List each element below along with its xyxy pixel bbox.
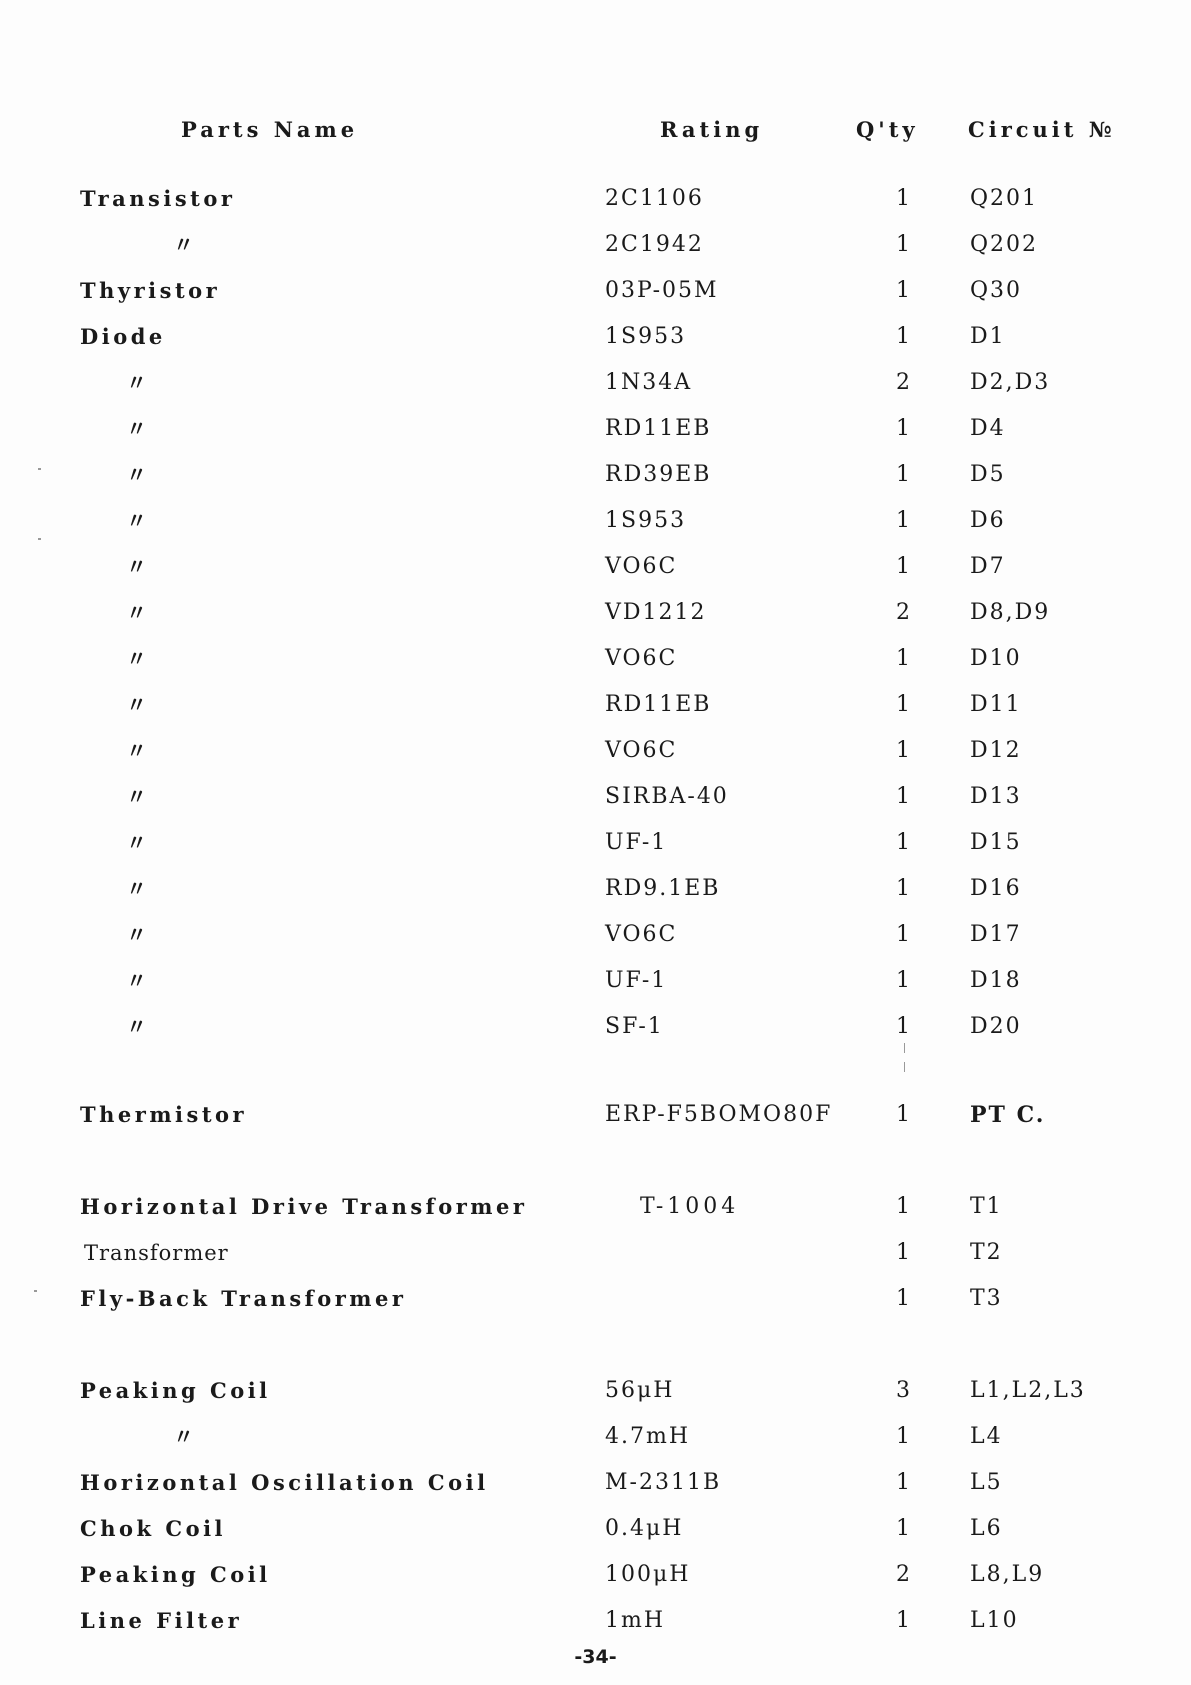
table-row <box>0 1374 1191 1408</box>
part-circuit: L1,L2,L3 <box>970 1378 1086 1403</box>
table-row <box>0 1010 1191 1044</box>
table-row <box>0 826 1191 860</box>
part-circuit: L5 <box>970 1470 1003 1495</box>
part-rating: VO6C <box>605 738 678 763</box>
ditto-mark: 〃 <box>126 830 151 855</box>
part-qty: 1 <box>896 692 910 717</box>
part-qty: 1 <box>896 968 910 993</box>
part-name: Diode <box>80 324 166 349</box>
part-qty: 1 <box>896 508 910 533</box>
part-circuit: L10 <box>970 1608 1019 1633</box>
scan-speck <box>904 1043 905 1053</box>
table-row <box>0 1466 1191 1500</box>
part-rating: RD9.1EB <box>605 876 721 901</box>
part-qty: 1 <box>896 830 910 855</box>
table-row <box>0 642 1191 676</box>
part-qty: 1 <box>896 1424 910 1449</box>
scan-speck <box>38 468 41 470</box>
part-circuit: D8,D9 <box>970 600 1051 625</box>
part-rating: 100μH <box>605 1562 691 1587</box>
part-qty: 1 <box>896 1240 910 1265</box>
table-row <box>0 596 1191 630</box>
part-circuit: D13 <box>970 784 1022 809</box>
part-qty: 2 <box>896 370 910 395</box>
table-row <box>0 274 1191 308</box>
table-row <box>0 1558 1191 1592</box>
part-circuit: D18 <box>970 968 1022 993</box>
table-row <box>0 228 1191 262</box>
part-name: Thermistor <box>80 1102 248 1127</box>
part-qty: 1 <box>896 1470 910 1495</box>
part-rating: SF-1 <box>605 1014 664 1039</box>
part-circuit: D16 <box>970 876 1022 901</box>
table-row <box>0 412 1191 446</box>
part-qty: 1 <box>896 876 910 901</box>
table-row <box>0 550 1191 584</box>
part-rating: 1S953 <box>605 508 687 533</box>
part-rating: 03P-05M <box>605 278 719 303</box>
ditto-mark: 〃 <box>126 416 151 441</box>
part-rating: UF-1 <box>605 830 668 855</box>
part-rating: T-1004 <box>640 1194 740 1219</box>
ditto-mark: 〃 <box>126 646 151 671</box>
part-circuit: D10 <box>970 646 1022 671</box>
part-qty: 1 <box>896 738 910 763</box>
part-circuit: D15 <box>970 830 1022 855</box>
part-circuit: D5 <box>970 462 1006 487</box>
table-row <box>0 734 1191 768</box>
part-rating: M-2311B <box>605 1470 722 1495</box>
part-qty: 2 <box>896 600 910 625</box>
scan-speck <box>34 1290 37 1292</box>
table-row <box>0 320 1191 354</box>
part-rating: RD11EB <box>605 692 712 717</box>
part-qty: 1 <box>896 554 910 579</box>
ditto-mark: 〃 <box>173 1424 198 1449</box>
table-row <box>0 1420 1191 1454</box>
part-circuit: D6 <box>970 508 1006 533</box>
part-circuit: T3 <box>970 1286 1003 1311</box>
part-circuit: Q202 <box>970 232 1039 257</box>
ditto-mark: 〃 <box>126 692 151 717</box>
part-circuit: Q30 <box>970 278 1023 303</box>
table-row <box>0 458 1191 492</box>
scan-speck <box>38 538 41 540</box>
ditto-mark: 〃 <box>126 876 151 901</box>
part-name: Thyristor <box>80 278 221 303</box>
header-rating: Rating <box>660 117 764 142</box>
part-qty: 1 <box>896 1516 910 1541</box>
part-rating: 56μH <box>605 1378 675 1403</box>
part-rating: 1S953 <box>605 324 687 349</box>
ditto-mark: 〃 <box>126 922 151 947</box>
ditto-mark: 〃 <box>126 1014 151 1039</box>
ditto-mark: 〃 <box>126 968 151 993</box>
ditto-mark: 〃 <box>126 784 151 809</box>
part-circuit: L8,L9 <box>970 1562 1045 1587</box>
part-rating: VO6C <box>605 922 678 947</box>
part-qty: 1 <box>896 1286 910 1311</box>
ditto-mark: 〃 <box>126 738 151 763</box>
part-circuit: T1 <box>970 1194 1003 1219</box>
table-row <box>0 918 1191 952</box>
part-circuit: D7 <box>970 554 1006 579</box>
part-name: Transformer <box>84 1241 229 1265</box>
part-rating: UF-1 <box>605 968 668 993</box>
table-row <box>0 182 1191 216</box>
part-qty: 3 <box>896 1378 910 1403</box>
page-number: -34- <box>574 1646 617 1668</box>
part-circuit: PT C. <box>970 1102 1046 1128</box>
part-circuit: D20 <box>970 1014 1022 1039</box>
part-qty: 1 <box>896 646 910 671</box>
part-qty: 1 <box>896 1014 910 1039</box>
part-rating: ERP-F5BOMO80F <box>605 1102 833 1127</box>
ditto-mark: 〃 <box>126 554 151 579</box>
part-qty: 1 <box>896 784 910 809</box>
ditto-mark: 〃 <box>126 462 151 487</box>
header-qty: Q'ty <box>856 117 919 142</box>
part-rating: VO6C <box>605 554 678 579</box>
part-qty: 1 <box>896 324 910 349</box>
part-rating: SIRBA-40 <box>605 784 729 809</box>
part-qty: 1 <box>896 416 910 441</box>
ditto-mark: 〃 <box>126 370 151 395</box>
part-qty: 1 <box>896 922 910 947</box>
table-row <box>0 1512 1191 1546</box>
table-row <box>0 504 1191 538</box>
part-qty: 1 <box>896 278 910 303</box>
part-rating: RD39EB <box>605 462 712 487</box>
part-qty: 1 <box>896 186 910 211</box>
table-row <box>0 964 1191 998</box>
part-name: Chok Coil <box>80 1516 227 1541</box>
ditto-mark: 〃 <box>126 600 151 625</box>
part-circuit: T2 <box>970 1240 1003 1265</box>
part-qty: 1 <box>896 462 910 487</box>
part-name: Fly-Back Transformer <box>80 1286 407 1311</box>
part-name: Peaking Coil <box>80 1562 271 1587</box>
part-rating: 2C1942 <box>605 232 704 257</box>
part-name: Horizontal Oscillation Coil <box>80 1470 489 1495</box>
part-circuit: D12 <box>970 738 1022 763</box>
scan-speck <box>904 1062 905 1072</box>
part-name: Horizontal Drive Transformer <box>80 1194 528 1219</box>
table-row <box>0 366 1191 400</box>
part-qty: 1 <box>896 232 910 257</box>
header-circuit: Circuit № <box>968 117 1116 142</box>
part-rating: RD11EB <box>605 416 712 441</box>
ditto-mark: 〃 <box>126 508 151 533</box>
part-qty: 2 <box>896 1562 910 1587</box>
table-row <box>0 872 1191 906</box>
part-rating: VO6C <box>605 646 678 671</box>
table-row <box>0 1098 1191 1132</box>
part-name: Peaking Coil <box>80 1378 271 1403</box>
table-row <box>0 1282 1191 1316</box>
header-parts-name: Parts Name <box>181 117 359 142</box>
part-name: Line Filter <box>80 1608 243 1633</box>
part-qty: 1 <box>896 1102 910 1127</box>
part-rating: 1N34A <box>605 370 693 395</box>
part-circuit: L4 <box>970 1424 1003 1449</box>
ditto-mark: 〃 <box>173 232 198 257</box>
table-row <box>0 1190 1191 1224</box>
part-circuit: D2,D3 <box>970 370 1051 395</box>
part-rating: VD1212 <box>605 600 707 625</box>
part-circuit: D1 <box>970 324 1006 349</box>
table-row <box>0 688 1191 722</box>
part-circuit: D4 <box>970 416 1006 441</box>
part-rating: 0.4μH <box>605 1516 684 1541</box>
part-rating: 2C1106 <box>605 186 704 211</box>
part-rating: 1mH <box>605 1608 666 1633</box>
table-row <box>0 1604 1191 1638</box>
part-rating: 4.7mH <box>605 1424 691 1449</box>
part-circuit: Q201 <box>970 186 1039 211</box>
part-circuit: D17 <box>970 922 1022 947</box>
part-circuit: D11 <box>970 692 1022 717</box>
part-qty: 1 <box>896 1608 910 1633</box>
part-name: Transistor <box>80 186 236 211</box>
part-circuit: L6 <box>970 1516 1003 1541</box>
part-qty: 1 <box>896 1194 910 1219</box>
table-row <box>0 780 1191 814</box>
table-row <box>0 1236 1191 1270</box>
